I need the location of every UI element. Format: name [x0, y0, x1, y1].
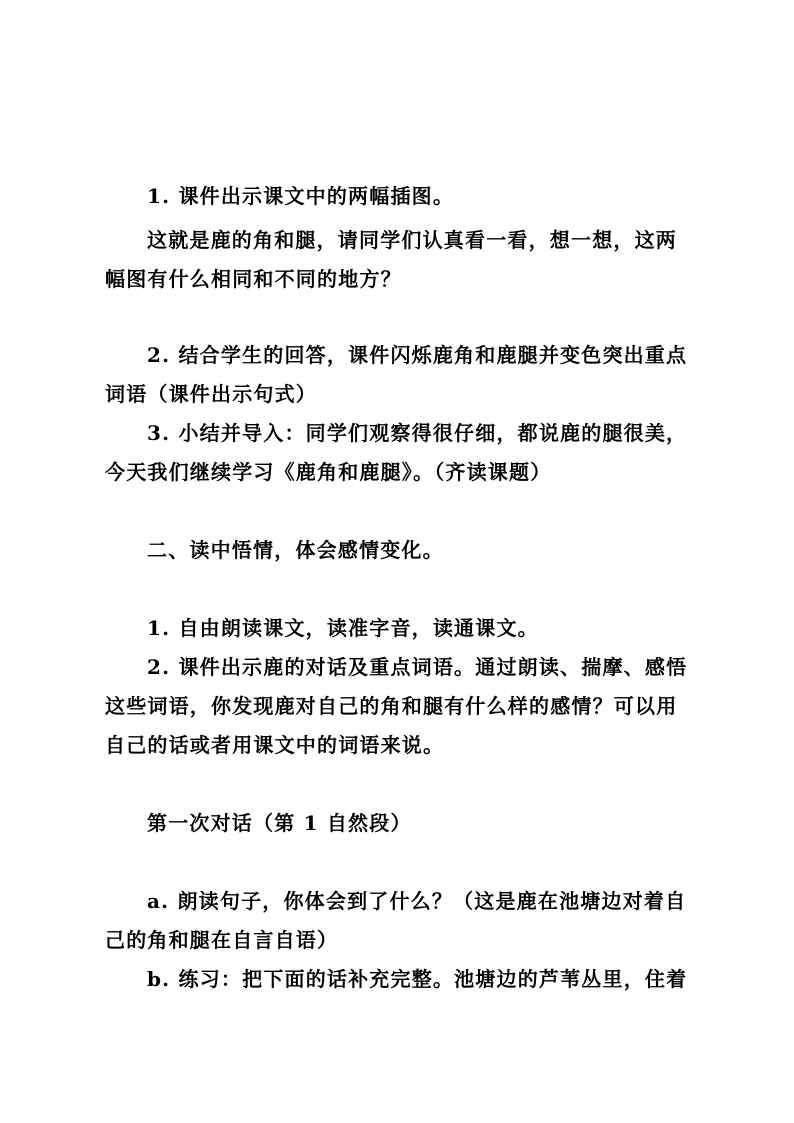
paragraph-line: 这就是鹿的角和腿，请同学们认真看一看，想一想，这两 [147, 228, 677, 252]
step-1-line: 1. 自由朗读课文，读准字音，读通课文。 [147, 616, 539, 640]
subheading-first-dialogue: 第一次对话（第 1 自然段） [147, 811, 412, 835]
paragraph-line: 自己的话或者用课文中的词语来说。 [105, 733, 445, 757]
step-3-line: 3. 小结并导入：同学们观察得很仔细，都说鹿的腿很美， [147, 421, 688, 445]
section-heading: 二、读中悟情，体会感情变化。 [147, 538, 444, 562]
paragraph-line: 幅图有什么相同和不同的地方？ [105, 267, 402, 291]
item-a-line: a. 朗读句子，你体会到了什么？（这是鹿在池塘边对着自 [147, 889, 687, 913]
paragraph-line: 词语（课件出示句式） [105, 382, 317, 406]
step-1-line: 1. 课件出示课文中的两幅插图。 [147, 184, 455, 208]
paragraph-line: 这些词语，你发现鹿对自己的角和腿有什么样的感情？可以用 [105, 694, 678, 718]
step-2-line: 2. 结合学生的回答，课件闪烁鹿角和鹿腿并变色突出重点 [147, 343, 688, 367]
paragraph-line: 今天我们继续学习《鹿角和鹿腿》。（齐读课题） [105, 460, 552, 484]
paragraph-line: 己的角和腿在自言自语） [105, 928, 339, 952]
step-2-line: 2. 课件出示鹿的对话及重点词语。通过朗读、揣摩、感悟 [147, 655, 688, 679]
item-b-line: b. 练习：把下面的话补充完整。池塘边的芦苇丛里，住着 [147, 967, 688, 991]
